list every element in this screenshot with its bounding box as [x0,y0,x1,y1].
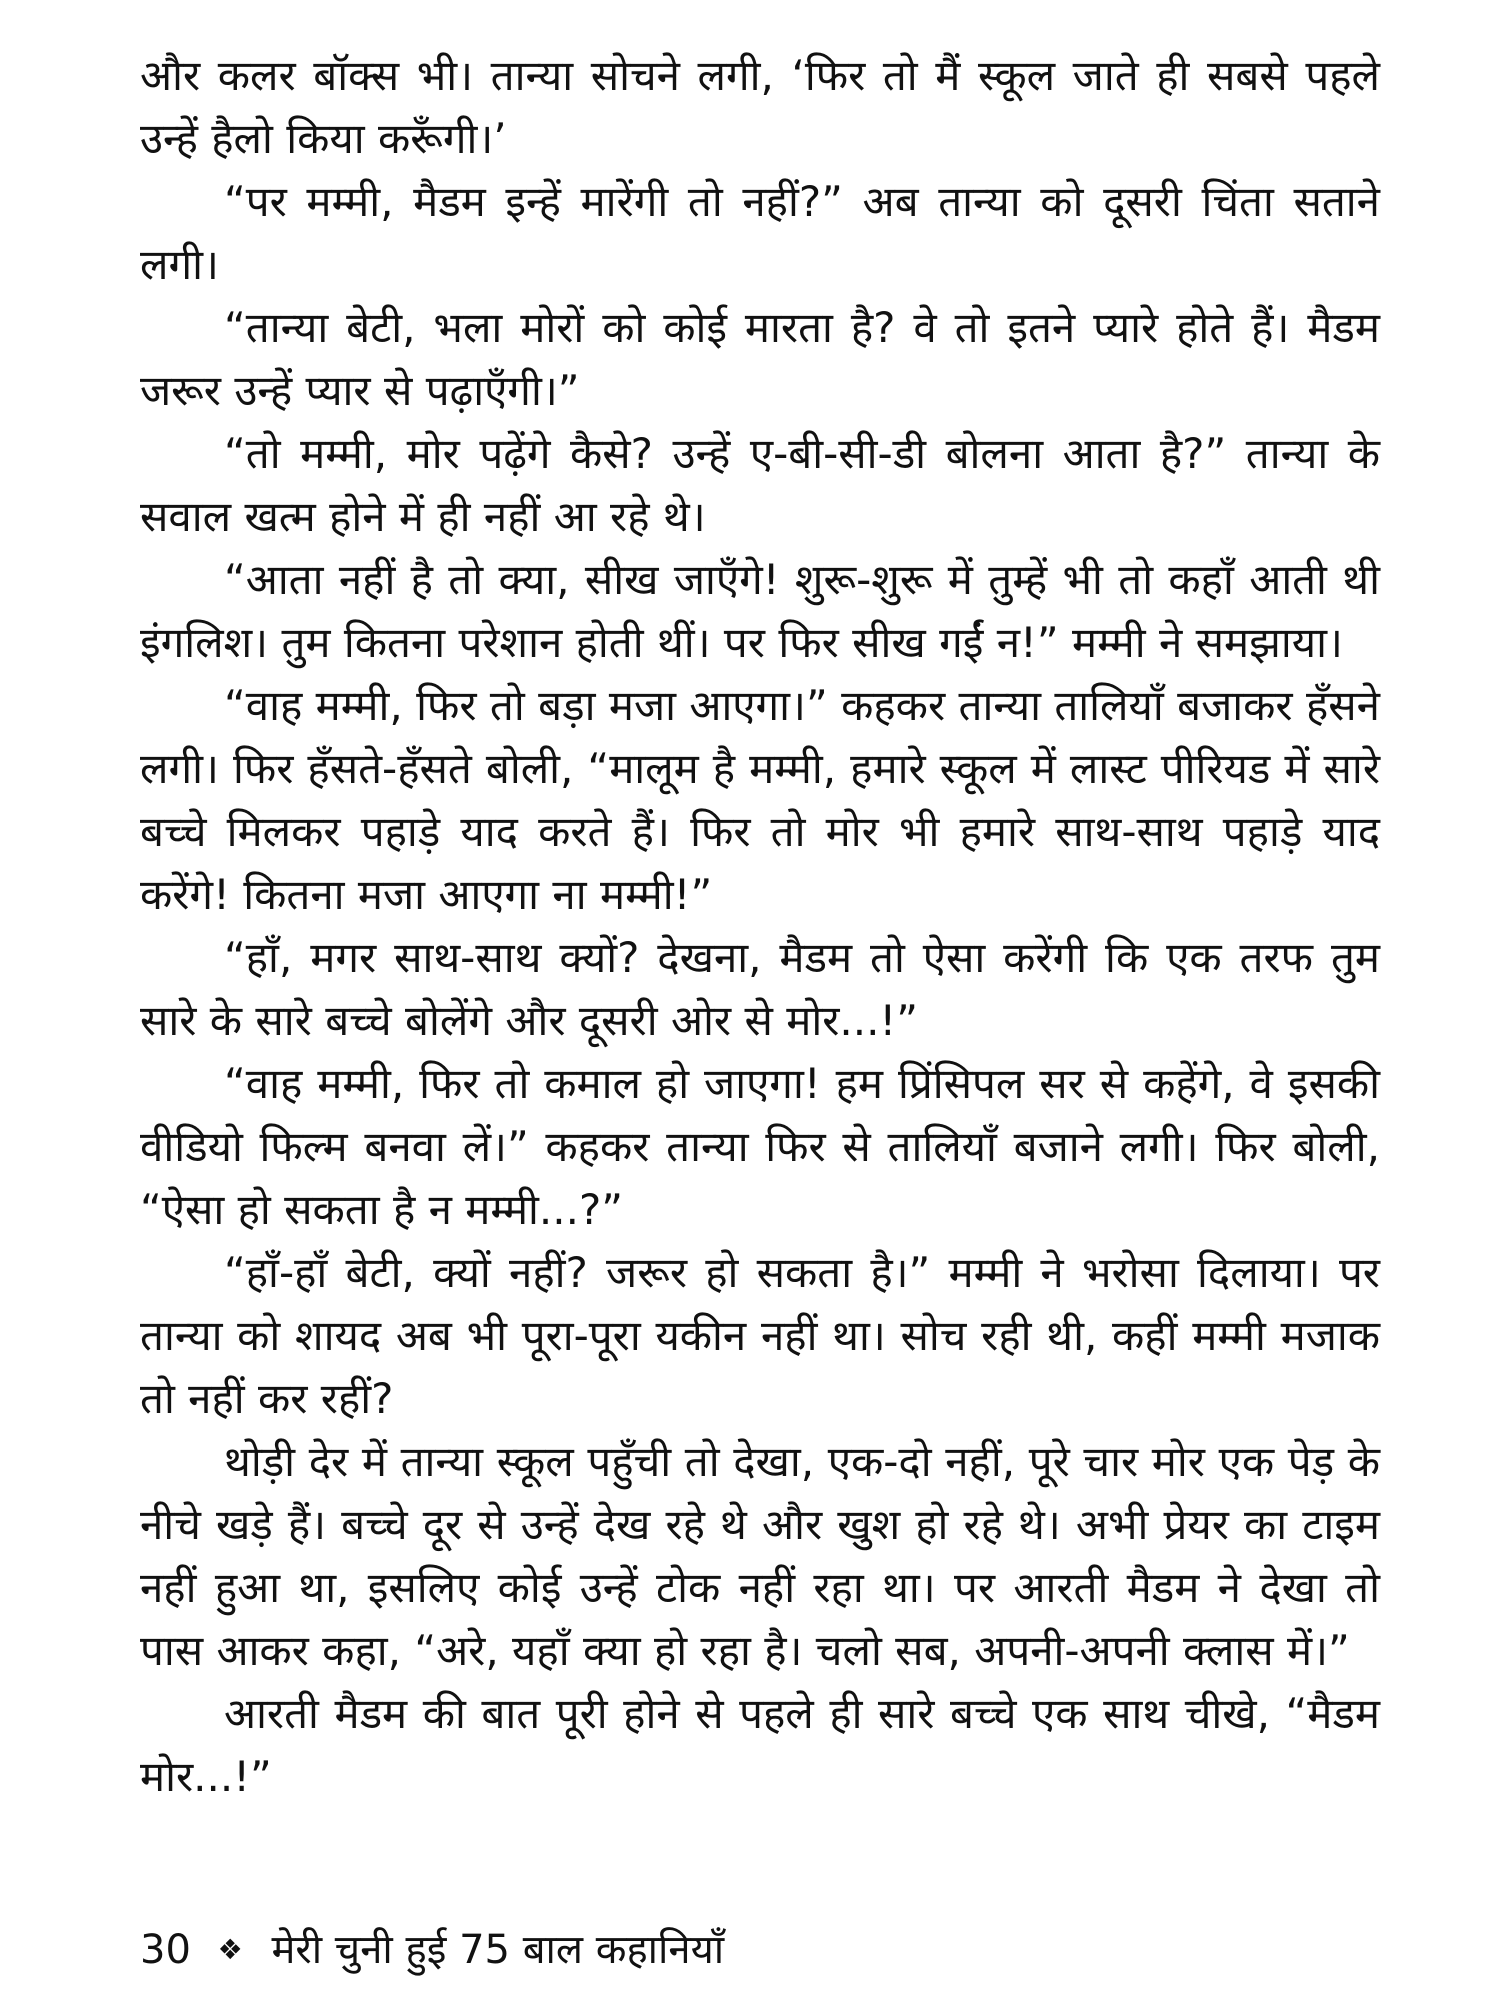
paragraph-6: “वाह मम्मी, फिर तो बड़ा मजा आएगा।” कहकर तान्या तालियाँ बजाकर हँसने लगी। फिर हँसते-हँसते बोली, “मालूम है मम्मी, हमारे स्कूल में लास्ट पीरियड में सारे बच्चे मिलकर पहाड़े याद करते हैं। फिर तो मोर भी हमारे साथ-साथ पहाड़े याद करेंगे! कितना मजा आएगा ना मम्मी!” [140,681,1380,919]
page-body [140,44,1380,1808]
paragraph-8: “वाह मम्मी, फिर तो कमाल हो जाएगा! हम प्रिंसिपल सर से कहेंगे, वे इसकी वीडियो फिल्म बनवा लें।” कहकर तान्या फिर से तालियाँ बजाने लगी। फिर बोली, “ऐसा हो सकता है न मम्मी...?” [140,1059,1380,1234]
paragraph-4: “तो मम्मी, मोर पढ़ेंगे कैसे? उन्हें ए-बी-सी-डी बोलना आता है?” तान्या के सवाल खत्म होने में ही नहीं आ रहे थे। [140,429,1380,541]
page-footer [140,1925,724,1975]
paragraph-3: “तान्या बेटी, भला मोरों को कोई मारता है? वे तो इतने प्यारे होते हैं। मैडम जरूर उन्हें प्यार से पढ़ाएँगी।” [140,303,1380,415]
diamond-ornament-icon: ❖ [217,1933,243,1966]
paragraph-7: “हाँ, मगर साथ-साथ क्यों? देखना, मैडम तो ऐसा करेंगी कि एक तरफ तुम सारे के सारे बच्चे बोलेंगे और दूसरी ओर से मोर...!” [140,933,1380,1045]
paragraph-10: थोड़ी देर में तान्या स्कूल पहुँची तो देखा, एक-दो नहीं, पूरे चार मोर एक पेड़ के नीचे खड़े हैं। बच्चे दूर से उन्हें देख रहे थे और खुश हो रहे थे। अभी प्रेयर का टाइम नहीं हुआ था, इसलिए कोई उन्हें टोक नहीं रहा था। पर आरती मैडम ने देखा तो पास आकर कहा, “अरे, यहाँ क्या हो रहा है। चलो सब, अपनी-अपनी क्लास में।” [140,1437,1380,1675]
paragraph-2: “पर मम्मी, मैडम इन्हें मारेंगी तो नहीं?” अब तान्या को दूसरी चिंता सताने लगी। [140,177,1380,289]
paragraph-9: “हाँ-हाँ बेटी, क्यों नहीं? जरूर हो सकता है।” मम्मी ने भरोसा दिलाया। पर तान्या को शायद अब भी पूरा-पूरा यकीन नहीं था। सोच रही थी, कहीं मम्मी मजाक तो नहीं कर रहीं? [140,1248,1380,1423]
paragraph-11: आरती मैडम की बात पूरी होने से पहले ही सारे बच्चे एक साथ चीखे, “मैडम मोर...!” [140,1689,1380,1801]
paragraph-5: “आता नहीं है तो क्या, सीख जाएँगे! शुरू-शुरू में तुम्हें भी तो कहाँ आती थी इंगलिश। तुम कितना परेशान होती थीं। पर फिर सीख गईं न!” मम्मी ने समझाया। [140,555,1380,667]
book-title: मेरी चुनी हुई 75 बाल कहानियाँ [271,1927,725,1973]
paragraph-1: और कलर बॉक्स भी। तान्या सोचने लगी, ‘फिर तो मैं स्कूल जाते ही सबसे पहले उन्हें हैलो किया करूँगी।’ [140,51,1380,163]
page-number: 30 [140,1927,191,1973]
